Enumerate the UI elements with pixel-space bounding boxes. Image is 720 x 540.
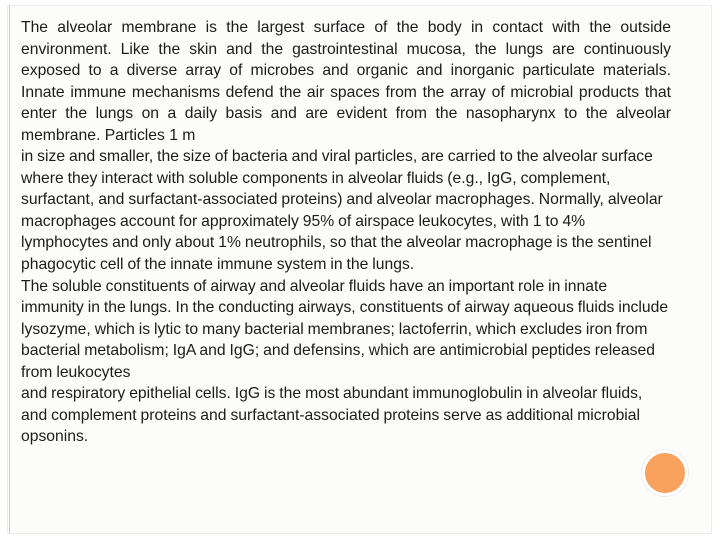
paragraph-soluble-constituents: The soluble constituents of airway and alveolar fluids have an important role in innate immunity in the lungs. In the conducting airways, constituents of airway aqueous fluids include lysozyme, which is lytic to many bacterial membranes; lactoferrin, which excludes iron from bacterial metabolism; IgA and IgG; and defensins, which are antimicrobial peptides released from leukocytes xyxy=(21,277,669,381)
paragraph-innate-defense-intro: The alveolar membrane is the largest surface of the body in contact with the outside environment. Like the skin and the gastrointestinal mucosa, the lungs are continuously exposed to a diverse array of microbes and organic and inorganic particulate materials. Innate immune mechanisms defend the air spaces from the array of microbial products that enter the lungs on a daily basis and are evident from the nasopharynx to the alveolar membrane. Particles 1 m xyxy=(21,19,671,144)
paragraph-igg-opsonins: and respiratory epithelial cells. IgG is the most abundant immunoglobulin in alveolar fluids, and complement proteins and surfactant-associated proteins serve as additional microbial opsonins. xyxy=(21,385,643,446)
paragraph-alveolar-macrophages: in size and smaller, the size of bacteria and viral particles, are carried to the alveolar surface where they interact with soluble components in alveolar fluids (e.g., IgG, complement, surfactant, and surfactant-associated proteins) and alveolar macrophages. Normally, alveolar macrophages account for approximately 95% of airspace leukocytes, with 1 to 4% lymphocytes and only about 1% neutrophils, so that the alveolar macrophage is the sentinel phagocytic cell of the innate immune system in the lungs. xyxy=(21,148,663,274)
left-border-rule xyxy=(9,5,10,534)
decorative-accent-circle xyxy=(642,450,688,496)
slide-body-text xyxy=(21,17,671,448)
